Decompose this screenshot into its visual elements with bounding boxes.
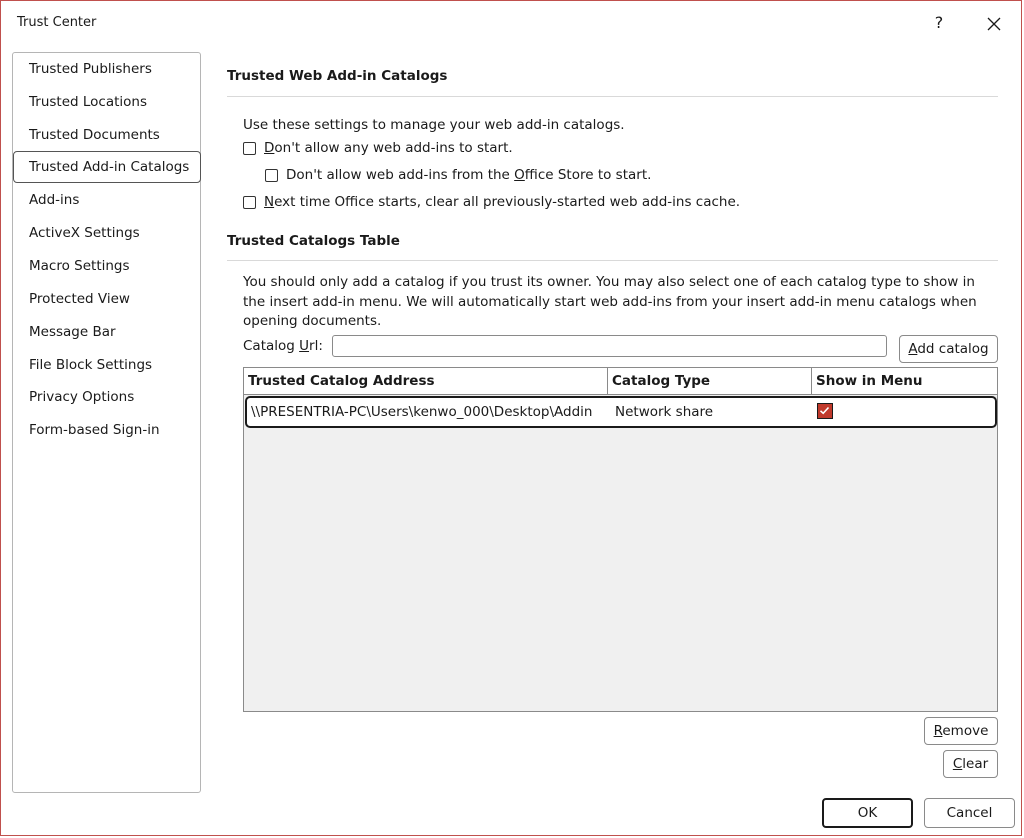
dialog-title: Trust Center bbox=[17, 15, 97, 30]
sidebar-item-protected-view[interactable] bbox=[13, 283, 200, 315]
clear-addins-cache-checkbox[interactable] bbox=[243, 196, 256, 209]
sidebar-item-label: Macro Settings bbox=[29, 258, 130, 274]
web-catalogs-divider bbox=[227, 96, 998, 97]
sidebar-item-label: ActiveX Settings bbox=[29, 225, 140, 241]
catalog-address-cell: \\PRESENTRIA-PC\Users\kenwo_000\Desktop\Addin bbox=[251, 404, 593, 420]
ok-button[interactable]: OK bbox=[822, 798, 913, 828]
sidebar-item-trusted-publishers[interactable] bbox=[13, 53, 200, 85]
add-catalog-button[interactable]: Add catalog bbox=[899, 335, 998, 363]
sidebar bbox=[12, 52, 201, 793]
clear-addins-cache-option[interactable] bbox=[243, 194, 740, 210]
dont-allow-office-store-option[interactable] bbox=[265, 167, 651, 183]
checkmark-icon bbox=[818, 404, 831, 417]
dont-allow-office-store-label: Don't allow web add-ins from the Office Store to start. bbox=[286, 167, 652, 183]
close-button[interactable] bbox=[981, 11, 1007, 37]
title-bar bbox=[1, 1, 1021, 45]
web-catalogs-heading: Trusted Web Add-in Catalogs bbox=[227, 68, 448, 84]
catalog-url-input[interactable] bbox=[332, 335, 887, 357]
dont-allow-office-store-checkbox[interactable] bbox=[265, 169, 278, 182]
sidebar-item-form-based-sign-in[interactable] bbox=[13, 414, 200, 446]
catalogs-table-divider bbox=[227, 260, 998, 261]
column-header-type[interactable]: Catalog Type bbox=[608, 368, 812, 394]
column-header-address[interactable]: Trusted Catalog Address bbox=[244, 368, 608, 394]
sidebar-item-trusted-locations[interactable] bbox=[13, 86, 200, 118]
help-button[interactable] bbox=[927, 11, 951, 35]
web-catalogs-intro: Use these settings to manage your web add-in catalogs. bbox=[243, 117, 625, 133]
dont-allow-any-web-addins-checkbox[interactable] bbox=[243, 142, 256, 155]
table-row[interactable] bbox=[245, 396, 997, 428]
close-icon bbox=[981, 11, 1007, 37]
sidebar-item-trusted-add-in-catalogs[interactable] bbox=[13, 151, 201, 183]
sidebar-item-trusted-documents[interactable] bbox=[13, 119, 200, 151]
sidebar-item-label: File Block Settings bbox=[29, 357, 153, 373]
catalog-url-label: Catalog Url: bbox=[243, 338, 323, 354]
sidebar-item-message-bar[interactable] bbox=[13, 316, 200, 348]
sidebar-item-label: Trusted Locations bbox=[29, 94, 147, 110]
sidebar-item-label: Message Bar bbox=[29, 324, 116, 340]
sidebar-item-privacy-options[interactable] bbox=[13, 381, 200, 413]
sidebar-item-label: Add-ins bbox=[29, 192, 80, 208]
sidebar-item-label: Trusted Documents bbox=[29, 127, 160, 143]
sidebar-item-label: Form-based Sign-in bbox=[29, 422, 160, 438]
catalogs-description: You should only add a catalog if you trust its owner. You may also select one of each catalog type to show in the insert add-in menu. We will automatically start web add-ins from your insert add-in menu catalogs when opening documents. bbox=[243, 274, 977, 329]
table-header bbox=[244, 368, 997, 395]
sidebar-item-label: Trusted Publishers bbox=[29, 61, 152, 77]
catalog-type-cell: Network share bbox=[615, 404, 714, 420]
show-in-menu-checkbox[interactable] bbox=[817, 403, 833, 419]
sidebar-item-add-ins[interactable] bbox=[13, 184, 200, 216]
sidebar-item-activex-settings[interactable] bbox=[13, 217, 200, 249]
trusted-catalogs-table bbox=[243, 367, 998, 712]
clear-addins-cache-label: Next time Office starts, clear all previously-started web add-ins cache. bbox=[264, 194, 741, 210]
column-header-show-in-menu[interactable]: Show in Menu bbox=[816, 373, 923, 389]
remove-button[interactable]: Remove bbox=[924, 717, 998, 745]
sidebar-item-macro-settings[interactable] bbox=[13, 250, 200, 282]
dont-allow-any-web-addins-option[interactable] bbox=[243, 140, 513, 156]
clear-button[interactable]: Clear bbox=[943, 750, 998, 778]
sidebar-item-file-block-settings[interactable] bbox=[13, 349, 200, 381]
sidebar-item-label: Trusted Add-in Catalogs bbox=[29, 159, 190, 175]
catalogs-table-heading: Trusted Catalogs Table bbox=[227, 233, 400, 249]
help-icon: ? bbox=[934, 13, 944, 32]
sidebar-item-label: Protected View bbox=[29, 291, 130, 307]
sidebar-item-label: Privacy Options bbox=[29, 389, 135, 405]
dont-allow-any-web-addins-label: Don't allow any web add-ins to start. bbox=[264, 140, 513, 156]
cancel-button[interactable]: Cancel bbox=[924, 798, 1015, 828]
